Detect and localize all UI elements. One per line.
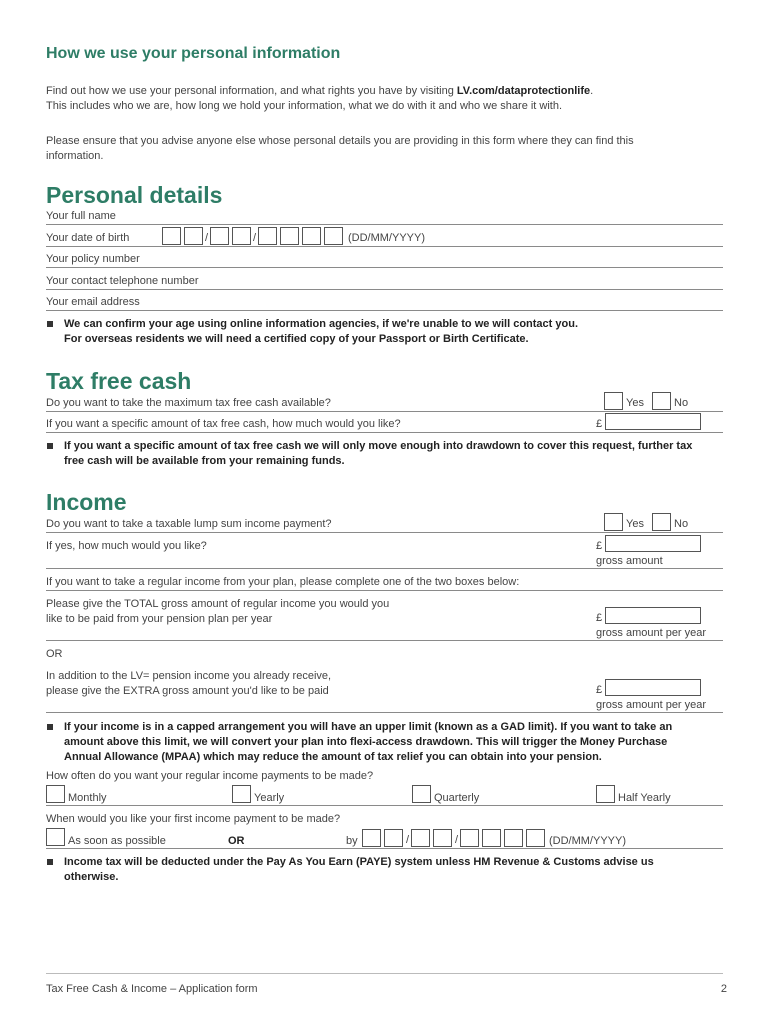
first-payment-day-digit-2[interactable] <box>384 829 403 847</box>
data-use-paragraph-1 <box>46 84 593 114</box>
pound-sign: £ <box>596 684 603 696</box>
section-heading-personal-details: Personal details <box>46 182 223 208</box>
dob-month-digit-2[interactable] <box>232 227 251 245</box>
data-use-line1-text: Find out how we use your personal information, and what rights you have by visiting <box>46 85 457 97</box>
first-payment-year-digit-1[interactable] <box>460 829 479 847</box>
extra-income-label-line2: please give the EXTRA gross amount you'd like to be paid <box>46 685 329 697</box>
pound-sign: £ <box>596 612 603 624</box>
lump-sum-yes-label: Yes <box>626 518 644 530</box>
data-use-para2-line1: Please ensure that you advise anyone else whose personal details you are providing in this form where they can find this <box>46 135 634 147</box>
section-heading-income: Income <box>46 489 127 515</box>
data-use-para2-line2: information. <box>46 150 104 162</box>
max-tax-free-no-checkbox[interactable] <box>652 392 671 410</box>
frequency-half-yearly-label: Half Yearly <box>618 792 671 804</box>
phone-label: Your contact telephone number <box>46 275 199 287</box>
max-tax-free-no-label: No <box>674 397 689 409</box>
pound-sign: £ <box>596 540 603 552</box>
data-use-paragraph-2 <box>46 134 634 164</box>
regular-income-intro: If you want to take a regular income from your plan, please complete one of the two boxes below: <box>46 576 520 588</box>
extra-income-label <box>46 669 331 699</box>
full-name-field[interactable] <box>46 224 723 225</box>
frequency-underline <box>46 805 723 806</box>
first-payment-date-format: (DD/MM/YYYY) <box>549 835 626 847</box>
gad-limit-note-line1: If your income is in a capped arrangement you will have an upper limit (known as a GAD limit). If you want to take an <box>64 721 673 733</box>
gad-limit-note-line2: amount above this limit, we will convert your plan into flexi-access drawdown. This will trigger the Money Purchase <box>64 736 668 748</box>
extra-income-label-line1: In addition to the LV= pension income you already receive, <box>46 670 332 682</box>
tax-free-amount-input[interactable] <box>605 413 701 430</box>
age-check-note <box>64 317 578 347</box>
gad-limit-note <box>64 720 672 765</box>
dob-day-digit-2[interactable] <box>184 227 203 245</box>
lump-sum-underline <box>46 532 723 533</box>
gross-per-year-caption: gross amount per year <box>596 699 707 711</box>
total-income-label <box>46 597 389 627</box>
dob-format-hint: (DD/MM/YYYY) <box>348 232 425 244</box>
first-payment-year-digit-3[interactable] <box>504 829 523 847</box>
data-use-line1-suffix: . <box>590 85 594 97</box>
bullet-icon <box>47 859 53 865</box>
tax-free-note-line1: If you want a specific amount of tax free cash we will only move enough into drawdown to cover this request, further tax <box>64 440 693 452</box>
phone-field[interactable] <box>46 289 723 290</box>
regular-income-intro-underline <box>46 590 723 591</box>
data-use-line2-text: This includes who we are, how long we hold your information, what we do with it and who we share it with. <box>46 100 563 112</box>
footer-divider <box>46 973 723 974</box>
date-separator: / <box>406 834 410 846</box>
frequency-half-yearly-checkbox[interactable] <box>596 785 615 803</box>
asap-checkbox[interactable] <box>46 828 65 846</box>
age-check-note-line1: We can confirm your age using online information agencies, if we're unable to we will contact you. <box>64 318 579 330</box>
bullet-icon <box>47 724 53 730</box>
dob-label: Your date of birth <box>46 232 130 244</box>
paye-note-line1: Income tax will be deducted under the Pay As You Earn (PAYE) system unless HM Revenue & Customs advise us <box>64 856 654 868</box>
dob-day-digit-1[interactable] <box>162 227 181 245</box>
first-payment-month-digit-1[interactable] <box>411 829 430 847</box>
total-income-label-line1: Please give the TOTAL gross amount of regular income you would you <box>46 598 390 610</box>
frequency-yearly-label: Yearly <box>254 792 285 804</box>
gross-per-year-caption: gross amount per year <box>596 627 707 639</box>
paye-note-line2: otherwise. <box>64 871 119 883</box>
dob-year-digit-4[interactable] <box>324 227 343 245</box>
max-tax-free-yes-checkbox[interactable] <box>604 392 623 410</box>
by-label: by <box>346 835 358 847</box>
or-bold-text: OR <box>228 835 245 847</box>
first-payment-underline <box>46 848 723 849</box>
first-payment-question: When would you like your first income payment to be made? <box>46 813 341 825</box>
footer-form-title: Tax Free Cash & Income – Application form <box>46 983 258 995</box>
lump-sum-amount-input[interactable] <box>605 535 701 552</box>
total-income-underline <box>46 640 723 641</box>
max-tax-free-yes-label: Yes <box>626 397 644 409</box>
lump-sum-question: Do you want to take a taxable lump sum income payment? <box>46 518 332 530</box>
specific-amount-question: If you want a specific amount of tax free cash, how much would you like? <box>46 418 401 430</box>
dob-month-digit-1[interactable] <box>210 227 229 245</box>
lump-sum-no-checkbox[interactable] <box>652 513 671 531</box>
tax-free-note-line2: free cash will be available from your remaining funds. <box>64 455 345 467</box>
date-separator: / <box>455 834 459 846</box>
tax-free-note <box>64 439 692 469</box>
frequency-quarterly-checkbox[interactable] <box>412 785 431 803</box>
frequency-yearly-checkbox[interactable] <box>232 785 251 803</box>
section-heading-tax-free-cash: Tax free cash <box>46 368 192 394</box>
dob-underline <box>46 246 723 247</box>
asap-label: As soon as possible <box>68 835 166 847</box>
pound-sign: £ <box>596 418 603 430</box>
dob-year-digit-1[interactable] <box>258 227 277 245</box>
first-payment-day-digit-1[interactable] <box>362 829 381 847</box>
first-payment-year-digit-2[interactable] <box>482 829 501 847</box>
lump-sum-yes-checkbox[interactable] <box>604 513 623 531</box>
bullet-icon <box>47 321 53 327</box>
frequency-quarterly-label: Quarterly <box>434 792 480 804</box>
dob-year-digit-2[interactable] <box>280 227 299 245</box>
dob-separator: / <box>253 232 257 244</box>
max-tax-free-underline <box>46 411 723 412</box>
max-tax-free-question: Do you want to take the maximum tax free cash available? <box>46 397 331 409</box>
dob-year-digit-3[interactable] <box>302 227 321 245</box>
frequency-monthly-checkbox[interactable] <box>46 785 65 803</box>
frequency-monthly-label: Monthly <box>68 792 107 804</box>
specific-amount-underline <box>46 432 723 433</box>
dob-separator: / <box>205 232 209 244</box>
gad-limit-note-line3: Annual Allowance (MPAA) which may reduce the amount of tax relief you can obtain into your pension. <box>64 751 602 763</box>
email-field[interactable] <box>46 310 723 311</box>
gross-amount-caption: gross amount <box>596 555 663 567</box>
lump-sum-no-label: No <box>674 518 689 530</box>
full-name-label: Your full name <box>46 210 116 222</box>
total-income-label-line2: like to be paid from your pension plan per year <box>46 613 273 625</box>
policy-number-field[interactable] <box>46 267 723 268</box>
extra-income-underline <box>46 712 723 713</box>
page-number: 2 <box>720 983 727 995</box>
age-check-note-line2: For overseas residents we will need a certified copy of your Passport or Birth Certificate. <box>64 333 529 345</box>
or-divider-text: OR <box>46 648 63 660</box>
payment-frequency-question: How often do you want your regular income payments to be made? <box>46 770 374 782</box>
extra-income-amount-input[interactable] <box>605 679 701 696</box>
first-payment-year-digit-4[interactable] <box>526 829 545 847</box>
bullet-icon <box>47 443 53 449</box>
first-payment-month-digit-2[interactable] <box>433 829 452 847</box>
email-label: Your email address <box>46 296 140 308</box>
lump-sum-amount-underline <box>46 568 723 569</box>
total-income-amount-input[interactable] <box>605 607 701 624</box>
lump-sum-amount-question: If yes, how much would you like? <box>46 540 207 552</box>
data-protection-link[interactable]: LV.com/dataprotectionlife <box>456 85 591 97</box>
section-heading-data-use: How we use your personal information <box>46 45 341 62</box>
paye-note <box>64 855 654 885</box>
policy-number-label: Your policy number <box>46 253 140 265</box>
